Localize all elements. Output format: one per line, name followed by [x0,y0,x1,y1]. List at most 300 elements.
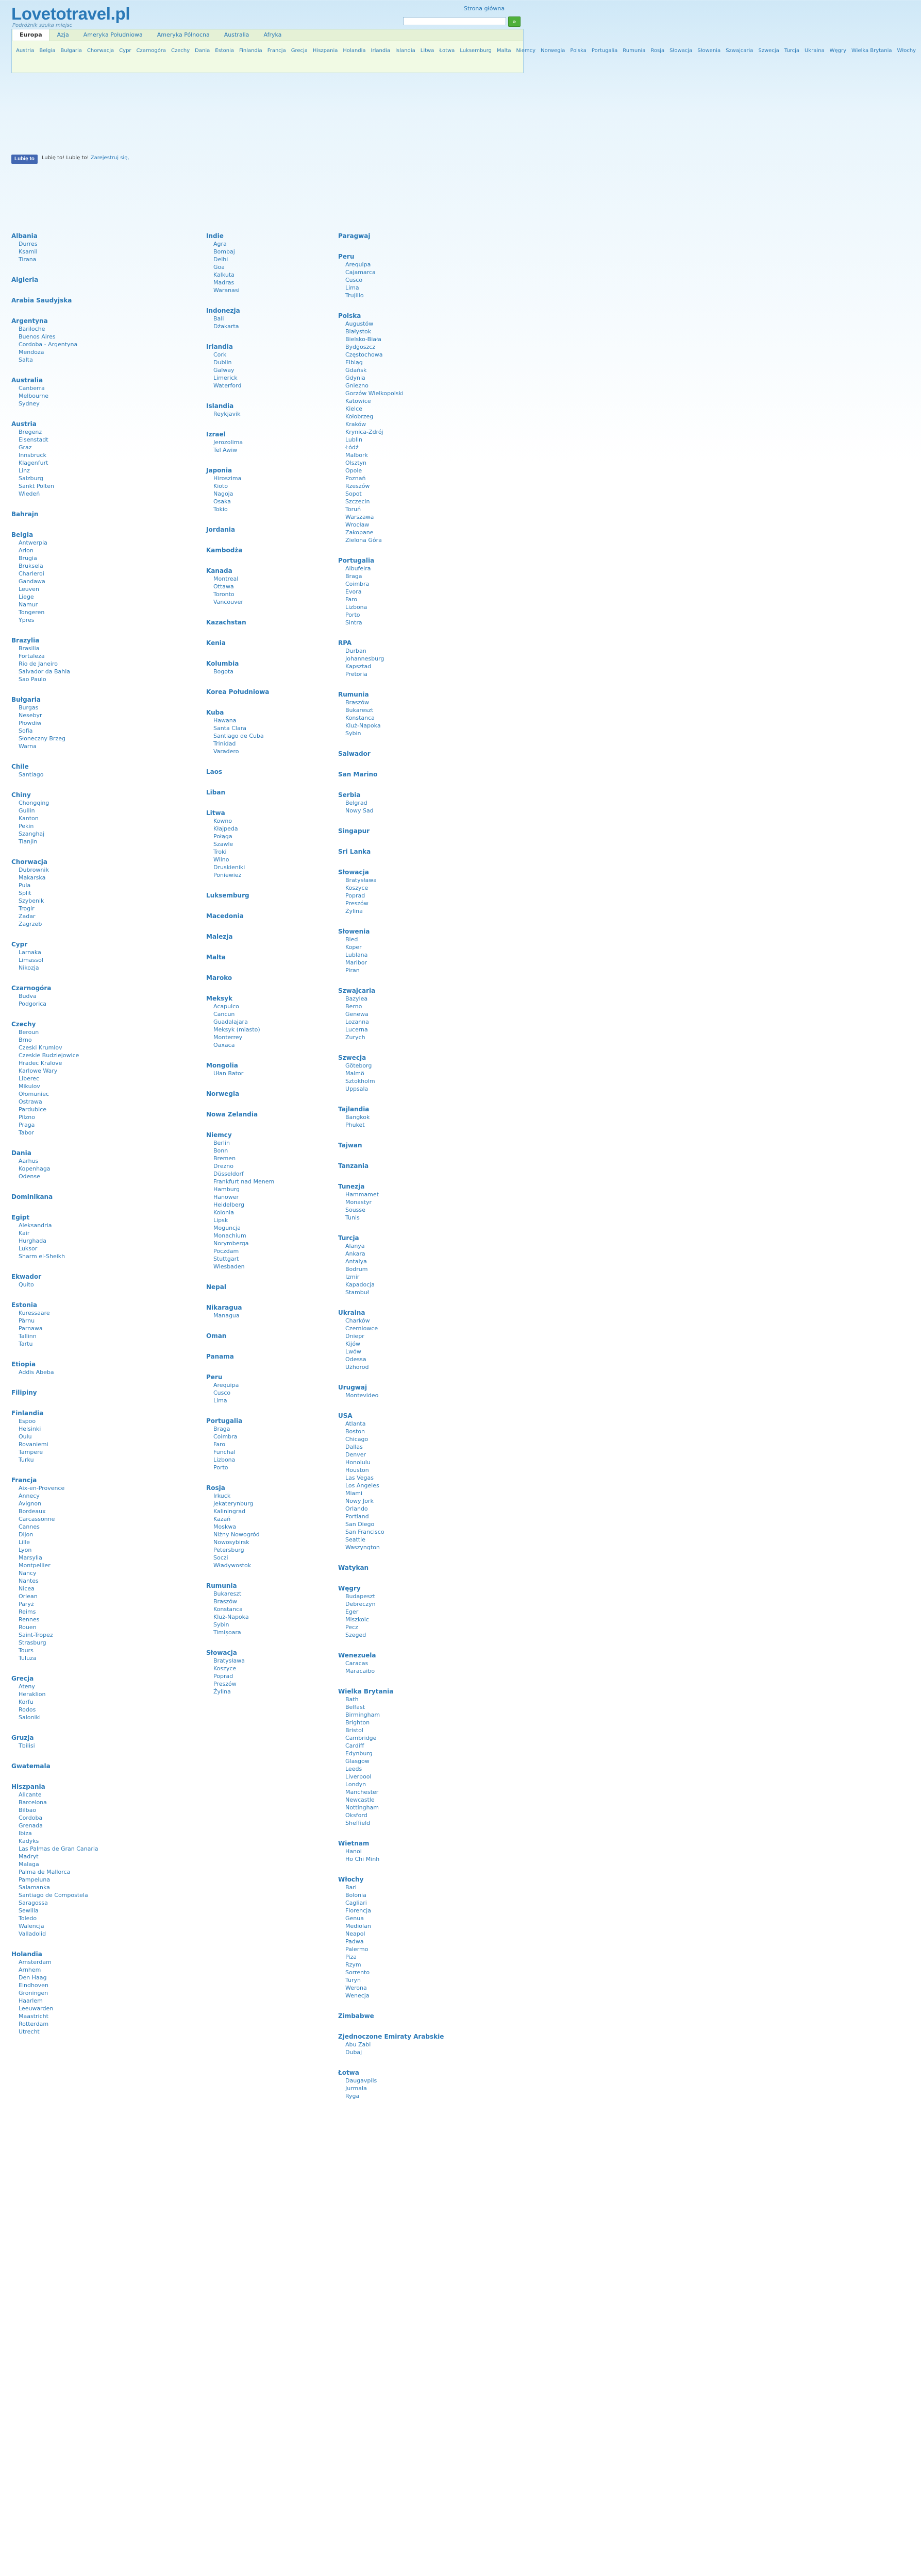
city-link[interactable]: Augustów [345,320,374,327]
search-button[interactable]: » [508,16,521,27]
city-link[interactable]: Saint-Tropez [19,1632,53,1638]
country-heading[interactable]: Jordania [206,526,236,533]
city-link[interactable]: Maracaibo [345,1668,375,1674]
city-link[interactable]: Lyon [19,1547,32,1553]
city-link[interactable]: Genewa [345,1011,369,1018]
country-heading[interactable]: Chiny [11,791,31,799]
city-link[interactable]: Bombaj [213,248,235,255]
city-link[interactable]: Houston [345,1467,369,1473]
country-heading[interactable]: Rosja [206,1484,225,1492]
city-link[interactable]: Düsseldorf [213,1171,244,1177]
city-link[interactable]: Rovaniemi [19,1441,48,1448]
city-link[interactable]: Kolonia [213,1209,234,1216]
city-link[interactable]: Graz [19,444,32,451]
country-heading[interactable]: Kambodża [206,547,243,554]
city-link[interactable]: Santiago de Cuba [213,733,264,739]
country-link[interactable]: Słowenia [697,48,721,54]
city-link[interactable]: Seattle [345,1536,365,1543]
city-link[interactable]: Carcassonne [19,1516,55,1522]
city-link[interactable]: Antwerpia [19,539,47,546]
city-link[interactable]: Korfu [19,1699,34,1705]
country-link[interactable]: Niemcy [516,48,536,54]
city-link[interactable]: Opole [345,467,362,474]
city-link[interactable]: Lizbona [345,604,367,611]
city-link[interactable]: Salta [19,357,33,363]
city-link[interactable]: Las Palmas de Gran Canaria [19,1845,98,1852]
city-link[interactable]: Lucerna [345,1026,368,1033]
city-link[interactable]: Waranasi [213,287,240,294]
city-link[interactable]: Lublana [345,952,368,958]
city-link[interactable]: Tokio [213,506,228,513]
city-link[interactable]: Espoo [19,1418,36,1425]
country-heading[interactable]: Laos [206,768,223,775]
city-link[interactable]: Funchal [213,1449,236,1455]
city-link[interactable]: Hamburg [213,1186,240,1193]
city-link[interactable]: Oulu [19,1433,32,1440]
country-heading[interactable]: Korea Południowa [206,688,270,696]
country-heading[interactable]: Słowacja [206,1649,237,1656]
country-heading[interactable]: Macedonia [206,912,244,920]
country-link[interactable]: Belgia [39,48,56,54]
country-link[interactable]: Ukraina [804,48,825,54]
city-link[interactable]: Elbląg [345,359,363,366]
country-heading[interactable]: Kolumbia [206,660,239,667]
city-link[interactable]: Antalya [345,1258,367,1265]
city-link[interactable]: Bodrum [345,1266,368,1273]
country-heading[interactable]: Hiszpania [11,1783,45,1790]
city-link[interactable]: Faro [213,1441,226,1448]
city-link[interactable]: Tongeren [19,609,45,616]
country-heading[interactable]: Indonezja [206,307,240,314]
city-link[interactable]: Reykjavik [213,411,241,417]
country-heading[interactable]: Chile [11,763,29,770]
tab-continent[interactable]: Afryka [263,31,282,38]
city-link[interactable]: Gorzów Wielkopolski [345,390,404,397]
city-link[interactable]: Burgas [19,704,39,711]
city-link[interactable]: Gdynia [345,375,365,381]
city-link[interactable]: Kuressaare [19,1310,50,1316]
country-heading[interactable]: Portugalia [206,1417,243,1425]
city-link[interactable]: Valladolid [19,1930,46,1937]
city-link[interactable]: Częstochowa [345,351,383,358]
city-link[interactable]: Rodos [19,1706,36,1713]
city-link[interactable]: Londyn [345,1781,366,1788]
country-heading[interactable]: Urugwaj [338,1384,367,1391]
city-link[interactable]: Kopenhaga [19,1165,51,1172]
country-link[interactable]: Rumunia [623,48,646,54]
city-link[interactable]: Cordoba - Argentyna [19,341,78,348]
city-link[interactable]: Miszkolc [345,1616,369,1623]
city-link[interactable]: Słoneczny Brzeg [19,735,65,742]
city-link[interactable]: Tel Awiw [213,447,238,453]
city-link[interactable]: Luksor [19,1245,38,1252]
city-link[interactable]: Salzburg [19,475,43,482]
city-link[interactable]: Toledo [19,1915,37,1922]
city-link[interactable]: Sharm el-Sheikh [19,1253,65,1260]
city-link[interactable]: Sousse [345,1207,365,1213]
city-link[interactable]: Frankfurt nad Menem [213,1178,275,1185]
country-link[interactable]: Grecja [291,48,308,54]
city-link[interactable]: Preszów [213,1681,237,1687]
city-link[interactable]: Vancouver [213,599,243,605]
city-link[interactable]: Rzeszów [345,483,370,489]
city-link[interactable]: Koszyce [213,1665,237,1672]
city-link[interactable]: Paryż [19,1601,34,1607]
city-link[interactable]: Bogota [213,668,234,675]
city-link[interactable]: Mediolan [345,1923,371,1929]
city-link[interactable]: Rzym [345,1961,361,1968]
country-heading[interactable]: Litwa [206,809,225,817]
city-link[interactable]: Delhi [213,256,228,263]
city-link[interactable]: Sydney [19,400,40,407]
city-link[interactable]: Evora [345,588,362,595]
country-heading[interactable]: Dominikana [11,1193,53,1200]
city-link[interactable]: Irkuck [213,1493,231,1499]
city-link[interactable]: Trujillo [345,292,364,299]
city-link[interactable]: Poprad [213,1673,233,1680]
country-heading[interactable]: Wenezuela [338,1652,376,1659]
city-link[interactable]: Belfast [345,1704,365,1710]
city-link[interactable]: Bled [345,936,358,943]
city-link[interactable]: Bratysława [213,1657,245,1664]
country-heading[interactable]: Austria [11,420,37,428]
country-heading[interactable]: Ukraina [338,1309,365,1316]
city-link[interactable]: Malmö [345,1070,364,1077]
city-link[interactable]: Sewilla [19,1907,39,1914]
city-link[interactable]: Florencja [345,1907,371,1914]
city-link[interactable]: Zakopane [345,529,374,536]
city-link[interactable]: Newcastle [345,1797,375,1803]
city-link[interactable]: Mikulov [19,1083,40,1090]
country-heading[interactable]: Wietnam [338,1840,370,1847]
city-link[interactable]: Porto [213,1464,228,1471]
city-link[interactable]: Sheffield [345,1820,371,1826]
city-link[interactable]: Trogir [19,905,35,912]
city-link[interactable]: Nowy Jork [345,1498,374,1504]
city-link[interactable]: Izmir [345,1274,360,1280]
city-link[interactable]: Varadero [213,748,239,755]
city-link[interactable]: Pekin [19,823,34,829]
city-link[interactable]: Barcelona [19,1799,47,1806]
city-link[interactable]: Miami [345,1490,363,1497]
home-link[interactable]: Strona główna [464,5,505,12]
country-heading[interactable]: Egipt [11,1214,30,1221]
city-link[interactable]: Palermo [345,1946,369,1953]
country-heading[interactable]: Nikaragua [206,1304,242,1311]
city-link[interactable]: Soczi [213,1554,228,1561]
city-link[interactable]: Hradec Kralove [19,1060,62,1066]
city-link[interactable]: Arnhem [19,1967,41,1973]
city-link[interactable]: Cagliari [345,1900,367,1906]
city-link[interactable]: Dżakarta [213,323,239,330]
city-link[interactable]: Kadyks [19,1838,39,1844]
city-link[interactable]: Nancy [19,1570,37,1577]
city-link[interactable]: Liverpool [345,1773,372,1780]
city-link[interactable]: Żylina [345,908,363,914]
city-link[interactable]: Szanghaj [19,831,45,837]
country-heading[interactable]: Francja [11,1477,37,1484]
city-link[interactable]: Makarska [19,874,46,881]
city-link[interactable]: Kapsztad [345,663,372,670]
city-link[interactable]: Malbork [345,452,368,459]
city-link[interactable]: Ryga [345,2093,360,2099]
city-link[interactable]: Brno [19,1037,32,1043]
city-link[interactable]: Koszyce [345,885,369,891]
city-link[interactable]: Faro [345,596,358,603]
city-link[interactable]: Ibiza [19,1830,32,1837]
city-link[interactable]: Nikozja [19,964,39,971]
city-link[interactable]: Bruksela [19,563,43,569]
country-link[interactable]: Węgry [829,48,846,54]
country-link[interactable]: Irlandia [371,48,391,54]
city-link[interactable]: Pretoria [345,671,367,677]
city-link[interactable]: Salvador da Bahia [19,668,71,675]
country-heading[interactable]: Ekwador [11,1273,42,1280]
city-link[interactable]: Sankt Pölten [19,483,54,489]
country-heading[interactable]: Holandia [11,1951,42,1958]
city-link[interactable]: Parnawa [19,1325,43,1332]
country-heading[interactable]: Paragwaj [338,232,371,240]
city-link[interactable]: Poczdam [213,1248,239,1255]
city-link[interactable]: Abu Zabi [345,2041,371,2048]
country-heading[interactable]: Bahrajn [11,511,39,518]
city-link[interactable]: Goa [213,264,225,270]
country-heading[interactable]: Łotwa [338,2069,359,2076]
city-link[interactable]: Amsterdam [19,1959,52,1965]
city-link[interactable]: Kołobrzeg [345,413,374,420]
city-link[interactable]: Werona [345,1985,367,1991]
city-link[interactable]: Cusco [213,1389,231,1396]
city-link[interactable]: Bordeaux [19,1508,46,1515]
country-heading[interactable]: Belgia [11,531,34,538]
country-heading[interactable]: Finlandia [11,1410,44,1417]
city-link[interactable]: Grenada [19,1822,43,1829]
city-link[interactable]: San Diego [345,1521,375,1528]
country-link[interactable]: Szwecja [758,48,779,54]
city-link[interactable]: Pardubice [19,1106,47,1113]
city-link[interactable]: Linz [19,467,30,474]
city-link[interactable]: Monachium [213,1232,246,1239]
country-heading[interactable]: Japonia [206,467,232,474]
country-heading[interactable]: Tajlandia [338,1106,370,1113]
city-link[interactable]: Eisenstadt [19,436,48,443]
city-link[interactable]: Boston [345,1428,365,1435]
city-link[interactable]: Jurmała [345,2085,367,2092]
country-heading[interactable]: Islandia [206,402,234,410]
country-heading[interactable]: Watykan [338,1564,369,1571]
city-link[interactable]: Glasgow [345,1758,370,1765]
city-link[interactable]: Phuket [345,1122,365,1128]
city-link[interactable]: Leeds [345,1766,362,1772]
country-heading[interactable]: Czechy [11,1021,36,1028]
city-link[interactable]: Denver [345,1451,366,1458]
country-heading[interactable]: Malta [206,954,226,961]
city-link[interactable]: Uppsala [345,1086,369,1092]
country-heading[interactable]: Indie [206,232,224,240]
city-link[interactable]: Saragossa [19,1900,48,1906]
city-link[interactable]: Charleroi [19,570,44,577]
city-link[interactable]: Ostrawa [19,1098,42,1105]
city-link[interactable]: Guadalajara [213,1019,248,1025]
country-heading[interactable]: Luksemburg [206,892,249,899]
city-link[interactable]: Dubaj [345,2049,362,2056]
country-heading[interactable]: Gwatemala [11,1762,51,1770]
city-link[interactable]: Nottingham [345,1804,379,1811]
city-link[interactable]: Toruń [345,506,361,513]
city-link[interactable]: Toronto [213,591,235,598]
country-heading[interactable]: Polska [338,312,361,319]
country-heading[interactable]: Niemcy [206,1131,232,1139]
city-link[interactable]: Tirana [19,256,37,263]
country-heading[interactable]: Norwegia [206,1090,240,1097]
country-heading[interactable]: Portugalia [338,557,375,564]
city-link[interactable]: Braszów [345,699,370,706]
city-link[interactable]: Tbilisi [19,1742,35,1749]
city-link[interactable]: Poznań [345,475,366,482]
city-link[interactable]: Avignon [19,1500,42,1507]
city-link[interactable]: Klagenfurt [19,460,48,466]
country-heading[interactable]: Maroko [206,974,232,981]
city-link[interactable]: Beroun [19,1029,39,1036]
country-heading[interactable]: Tanzania [338,1162,369,1170]
city-link[interactable]: Czeski Krumlov [19,1044,62,1051]
city-link[interactable]: Bremen [213,1155,236,1162]
city-link[interactable]: Gandawa [19,578,45,585]
city-link[interactable]: Kanton [19,815,39,822]
city-link[interactable]: Albufeira [345,565,371,572]
city-link[interactable]: Kluż-Napoka [345,722,381,729]
country-link[interactable]: Cypr [119,48,131,54]
city-link[interactable]: Madras [213,279,235,286]
country-link[interactable]: Malta [496,48,511,54]
city-link[interactable]: Bukareszt [213,1590,242,1597]
city-link[interactable]: Guilin [19,807,35,814]
city-link[interactable]: Chicago [345,1436,369,1443]
city-link[interactable]: Pampeluna [19,1876,51,1883]
country-link[interactable]: Estonia [215,48,235,54]
country-heading[interactable]: Arabia Saudyjska [11,297,72,304]
city-link[interactable]: Karlowe Wary [19,1067,58,1074]
city-link[interactable]: Hanower [213,1194,239,1200]
city-link[interactable]: Padwa [345,1938,364,1945]
city-link[interactable]: Maribor [345,959,367,966]
country-link[interactable]: Wielka Brytania [851,48,892,54]
city-link[interactable]: Addis Abeba [19,1369,54,1376]
country-heading[interactable]: Szwajcaria [338,987,376,994]
country-heading[interactable]: Meksyk [206,995,233,1002]
country-heading[interactable]: Słowenia [338,928,370,935]
country-heading[interactable]: Oman [206,1332,227,1340]
search-input[interactable] [403,17,506,25]
city-link[interactable]: Warna [19,743,37,750]
city-link[interactable]: Namur [19,601,38,608]
city-link[interactable]: Niżny Nowogród [213,1531,260,1538]
city-link[interactable]: Saloniki [19,1714,41,1721]
city-link[interactable]: Leuven [19,586,39,592]
city-link[interactable]: Szczecin [345,498,370,505]
country-heading[interactable]: Słowacja [338,869,369,876]
city-link[interactable]: Limerick [213,375,238,381]
city-link[interactable]: Genua [345,1915,364,1922]
facebook-like-button[interactable]: Lubię to [11,155,38,164]
city-link[interactable]: Göteborg [345,1062,372,1069]
city-link[interactable]: Turku [19,1456,34,1463]
city-link[interactable]: Szeged [345,1632,366,1638]
city-link[interactable]: Gniezno [345,382,369,389]
country-heading[interactable]: Albania [11,232,38,240]
city-link[interactable]: Konstanca [213,1606,243,1613]
city-link[interactable]: Kowno [213,818,232,824]
city-link[interactable]: Nantes [19,1578,39,1584]
city-link[interactable]: Sybin [213,1621,229,1628]
city-link[interactable]: Tuluza [19,1655,37,1662]
country-heading[interactable]: Zimbabwe [338,2012,374,2020]
country-link[interactable]: Austria [16,48,35,54]
city-link[interactable]: Czeskie Budziejowice [19,1052,79,1059]
city-link[interactable]: Galway [213,367,235,374]
city-link[interactable]: Podgorica [19,1001,47,1007]
city-link[interactable]: Neapol [345,1930,365,1937]
city-link[interactable]: Porto [345,612,360,618]
country-link[interactable]: Polska [570,48,587,54]
city-link[interactable]: Portland [345,1513,369,1520]
city-link[interactable]: Heidelberg [213,1201,244,1208]
city-link[interactable]: Waterford [213,382,242,389]
city-link[interactable]: Monterrey [213,1034,243,1041]
city-link[interactable]: Walencja [19,1923,44,1929]
city-link[interactable]: Pula [19,882,31,889]
city-link[interactable]: Ankara [345,1250,365,1257]
city-link[interactable]: Mendoza [19,349,44,355]
country-heading[interactable]: Mongolia [206,1062,238,1069]
city-link[interactable]: Rotterdam [19,2021,49,2027]
city-link[interactable]: Cusco [345,277,363,283]
city-link[interactable]: Białystok [345,328,372,335]
country-heading[interactable]: Brazylia [11,637,40,644]
city-link[interactable]: Ołomuniec [19,1091,49,1097]
country-heading[interactable]: Malezja [206,933,233,940]
city-link[interactable]: Norymberga [213,1240,249,1247]
city-link[interactable]: Pecz [345,1624,358,1631]
city-link[interactable]: Aarhus [19,1158,39,1164]
city-link[interactable]: Hanoi [345,1848,362,1855]
city-link[interactable]: Durres [19,241,38,247]
country-heading[interactable]: Kanada [206,567,232,574]
city-link[interactable]: Szawle [213,841,233,848]
city-link[interactable]: Wenecja [345,1992,370,1999]
country-link[interactable]: Włochy [897,48,916,54]
city-link[interactable]: Honolulu [345,1459,371,1466]
city-link[interactable]: Bazylea [345,995,368,1002]
country-heading[interactable]: Etiopia [11,1361,36,1368]
city-link[interactable]: Tunis [345,1214,360,1221]
country-heading[interactable]: Zjednoczone Emiraty Arabskie [338,2033,444,2040]
city-link[interactable]: Hammamet [345,1191,379,1198]
city-link[interactable]: Wrocław [345,521,370,528]
country-link[interactable]: Islandia [395,48,415,54]
city-link[interactable]: Eger [345,1608,359,1615]
country-heading[interactable]: Panama [206,1353,234,1360]
city-link[interactable]: Atlanta [345,1420,366,1427]
tab-continent[interactable]: Europa [12,29,50,41]
city-link[interactable]: Monastyr [345,1199,372,1206]
country-heading[interactable]: Kuba [206,709,224,716]
city-link[interactable]: Pilzno [19,1114,35,1121]
city-link[interactable]: Split [19,890,31,896]
city-link[interactable]: Fortaleza [19,653,45,659]
city-link[interactable]: Utrecht [19,2028,40,2035]
country-heading[interactable]: Wielka Brytania [338,1688,394,1695]
